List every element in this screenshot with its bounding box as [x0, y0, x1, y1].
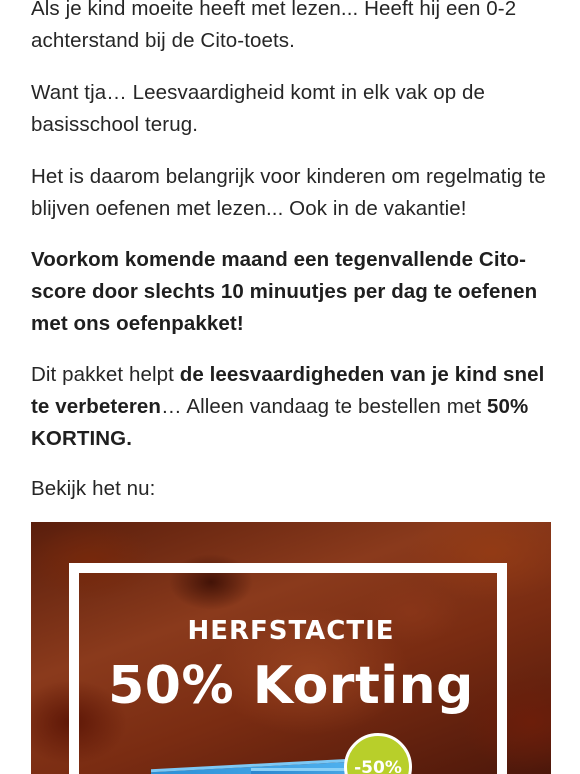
paragraph-view-now: Bekijk het nu: — [31, 477, 156, 500]
offer-text-1: Dit pakket helpt — [31, 363, 180, 386]
cta-bold-text: Voorkom komende maand een tegenvallende Cito-score door slechts 10 minuutjes per dag te oefenen met ons oefenpakket! — [31, 248, 538, 335]
banner-headline-small: HERFSTACTIE — [187, 616, 395, 646]
paragraph-reading-skills: Want tja… Leesvaardigheid komt in elk vak op de basisschool terug. — [31, 81, 486, 136]
paragraph-cta-bold — [31, 244, 556, 340]
discount-badge: -50% — [344, 733, 412, 774]
offer-text-2: … Alleen vandaag te bestellen met — [161, 395, 487, 418]
paragraph-offer — [31, 359, 556, 455]
paragraph-practice: Het is daarom belangrijk voor kinderen om regelmatig te blijven oefenen met lezen... Ook in de vakantie! — [31, 165, 546, 220]
promo-banner-image[interactable] — [31, 522, 551, 774]
paragraph-intro: Als je kind moeite heeft met lezen... Heeft hij een 0-2 achterstand bij de Cito-toets. — [31, 0, 517, 52]
offer-bold-2: 50% KORTING. — [31, 395, 529, 450]
banner-headline-big: 50% Korting — [108, 656, 474, 716]
offer-bold-1: de leesvaardigheden van je kind snel te verbeteren — [31, 363, 545, 418]
